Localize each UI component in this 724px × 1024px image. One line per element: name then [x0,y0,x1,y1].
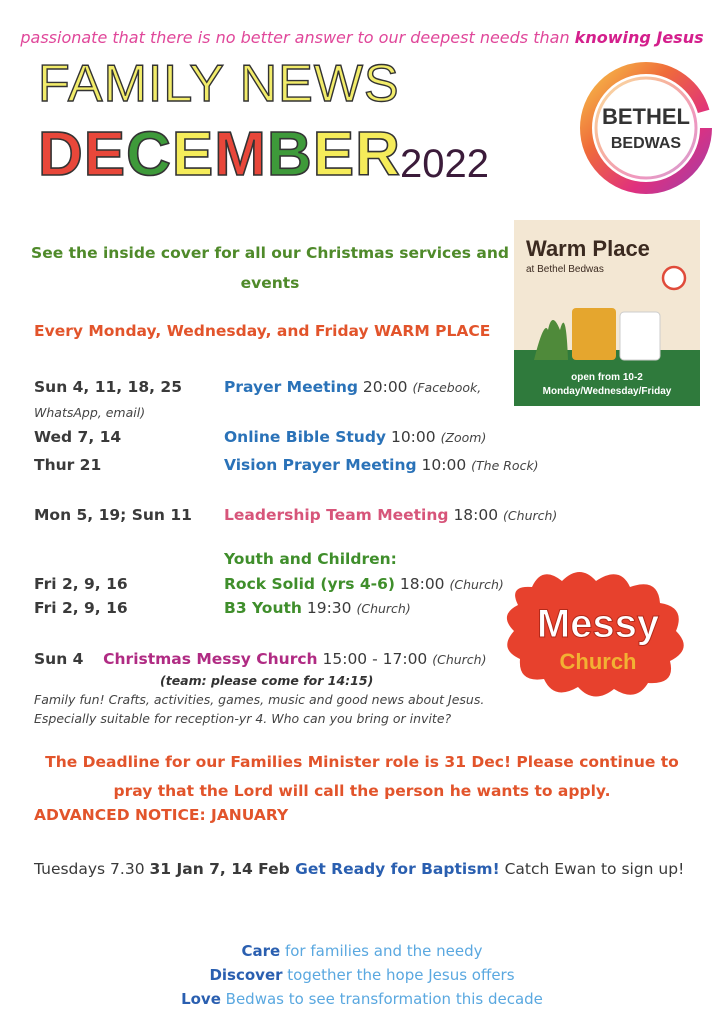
inside-cover-note: See the inside cover for all our Christmas services and events [31,244,509,292]
messy-team-note: (team: please come for 14:15) [160,673,374,688]
messy-desc-1: Family fun! Crafts, activities, games, music and good news about Jesus. [34,692,485,707]
clock-icon [663,267,685,289]
poster-days: Monday/Wednesday/Friday [542,386,672,397]
title-family-news: FAMILY NEWS [38,55,400,113]
month-letter: M [214,120,267,189]
footer-care: Care for families and the needy [241,942,483,960]
date-rock-solid: Fri 2, 9, 16 [34,575,128,593]
footer-discover: Discover together the hope Jesus offers [209,966,515,984]
date-leadership: Mon 5, 19; Sun 11 [34,506,192,524]
poster-open: open from 10-2 [571,372,643,383]
mug-icon [572,308,616,360]
logo-text-bedwas: BEDWAS [610,135,682,152]
month-letter: R [355,120,401,189]
row-leadership: Leadership Team Meeting 18:00 (Church) [224,506,558,524]
date-b3-youth: Fri 2, 9, 16 [34,599,128,617]
row-messy-church: Sun 4 Christmas Messy Church 15:00 - 17:00 (Church) [34,650,487,668]
row-b3-youth: B3 Youth 19:30 (Church) [224,599,411,617]
row-vision-prayer: Vision Prayer Meeting 10:00 (The Rock) [224,456,539,474]
title-month [38,120,401,189]
messy-desc-2: Especially suitable for reception-yr 4. Who can you bring or invite? [34,711,452,726]
baptism-line: Tuesdays 7.30 31 Jan 7, 14 Feb Get Ready for Baptism! Catch Ewan to sign up! [34,860,685,878]
deadline-notice: The Deadline for our Families Minister role is 31 Dec! Please continue to pray that the Lord will call the person he wants to apply. [45,753,679,800]
warm-place-line: Every Monday, Wednesday, and Friday WARM PLACE [34,322,491,340]
month-letter: E [83,120,127,189]
row-prayer-meeting: Sun 4, 11, 18, 25 [34,378,182,396]
poster-subtitle: at Bethel Bedwas [526,264,604,275]
row-prayer-meeting-note: WhatsApp, email) [34,405,146,420]
date-vision-prayer: Thur 21 [34,456,102,474]
row-bible-study: Online Bible Study 10:00 (Zoom) [224,428,487,446]
date-bible-study: Wed 7, 14 [34,428,122,446]
tagline [0,28,724,47]
tagline-emphasis: knowing Jesus [574,28,704,47]
month-letter: C [126,120,172,189]
advanced-notice: ADVANCED NOTICE: JANUARY [34,806,289,824]
church-logo-word: Church [559,649,637,674]
bethel-bedwas-logo [576,58,716,198]
footer-love: Love Bedwas to see transformation this decade [181,990,543,1008]
youth-heading: Youth and Children: [224,550,397,568]
month-letter: B [266,120,313,189]
title-year: 2022 [400,142,489,186]
row-rock-solid: Rock Solid (yrs 4-6) 18:00 (Church) [224,575,504,593]
month-letter: E [312,120,356,189]
tagline-text: passionate that there is no better answer to our deepest needs than [20,28,575,47]
month-letter: E [171,120,215,189]
row-prayer-meeting-event: Prayer Meeting 20:00 (Facebook, [224,378,482,396]
messy-logo-word: Messy [536,602,660,646]
warm-place-poster [514,220,700,406]
logo-text-bethel: BETHEL [602,104,690,129]
poster-title: Warm Place [526,236,650,261]
month-letter: D [38,120,84,189]
messy-church-logo [488,565,708,705]
